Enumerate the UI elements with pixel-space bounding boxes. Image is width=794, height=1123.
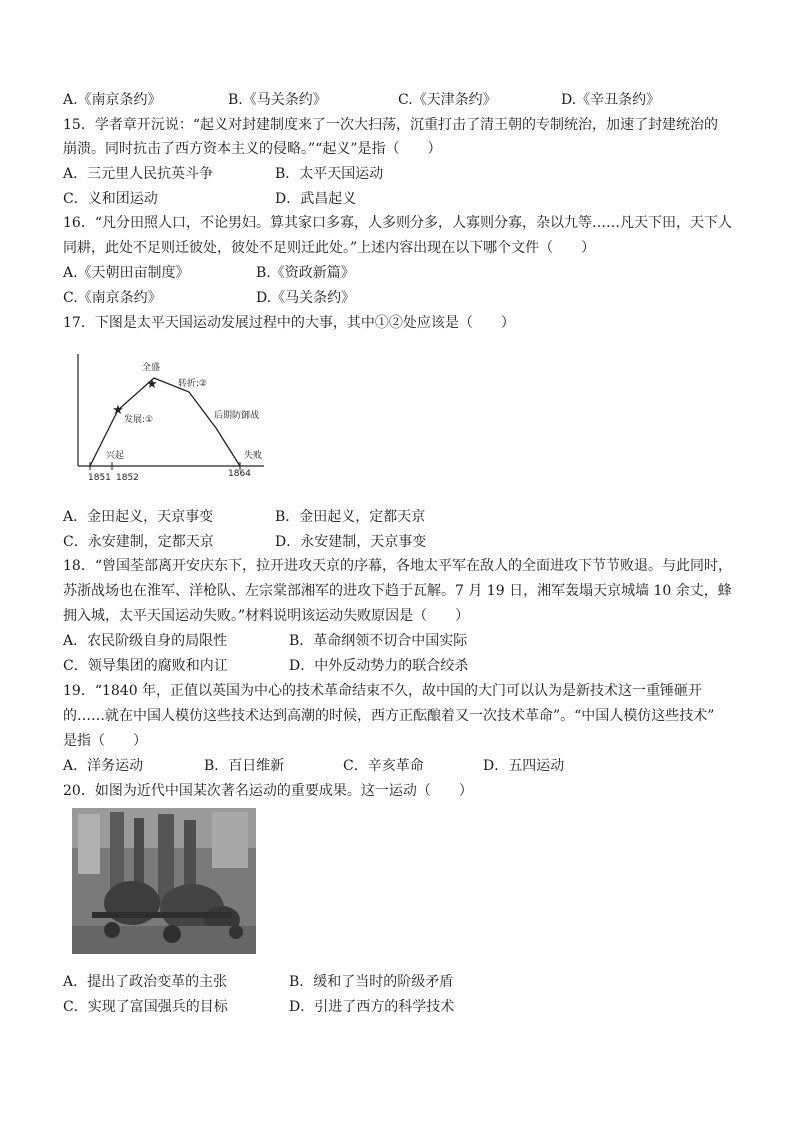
- q15-option-c[interactable]: C．义和团运动: [63, 191, 158, 207]
- q20-option-a[interactable]: A．提出了政治变革的主张: [63, 974, 228, 990]
- q15-option-a[interactable]: A．三元里人民抗英斗争: [63, 166, 214, 182]
- q16-option-c[interactable]: C.《南京条约》: [63, 290, 162, 306]
- q14-option-a[interactable]: A.《南京条约》: [63, 92, 162, 108]
- q17-stem-line-1: 17．下图是太平天国运动发展过程中的大事，其中①②处应该是（ ）: [63, 315, 515, 331]
- q15-option-d[interactable]: D．武昌起义: [275, 191, 357, 207]
- q19-stem-line-2: 的……就在中国人模仿这些技术达到高潮的时候，西方正酝酿着又一次技术革命”。“中国人模仿这些技术”: [63, 708, 715, 724]
- factory-photo-illustration: [72, 808, 256, 954]
- q17-option-b[interactable]: B．金田起义，定都天京: [275, 509, 426, 525]
- graph-year-1851: 1851: [88, 473, 111, 483]
- graph-label-fail: 失败: [244, 451, 263, 461]
- graph-star-marker-peak: ★: [146, 377, 158, 392]
- q18-option-b[interactable]: B．革命纲领不切合中国实际: [289, 633, 468, 649]
- q14-option-d[interactable]: D.《辛丑条约》: [561, 92, 661, 108]
- q17-option-a[interactable]: A．金田起义，天京事变: [63, 509, 214, 525]
- q14-option-c[interactable]: C.《天津条约》: [398, 92, 497, 108]
- q19-option-b[interactable]: B．百日维新: [204, 758, 285, 774]
- q20-option-d[interactable]: D．引进了西方的科学技术: [289, 999, 455, 1015]
- q16-option-b[interactable]: B.《资政新篇》: [256, 265, 355, 281]
- q15-stem-line-1: 15．学者章开沅说：“起义对封建制度来了一次大扫荡，沉重打击了清王朝的专制统治，加速了封建统治的: [63, 117, 718, 133]
- graph-year-1852: 1852: [116, 473, 139, 483]
- q19-option-c[interactable]: C．辛亥革命: [343, 758, 424, 774]
- q17-option-d[interactable]: D．永安建制，天京事变: [275, 534, 427, 550]
- factory-photo: [72, 808, 256, 954]
- q19-stem-line-1: 19．“1840 年，正值以英国为中心的技术革命结束不久，故中国的大门可以认为是新技术这一重锤砸开: [63, 683, 703, 699]
- q16-stem-line-2: 同耕，此处不足则迁彼处，彼处不足则迁此处。”上述内容出现在以下哪个文件（ ）: [63, 240, 596, 256]
- q15-option-b[interactable]: B．太平天国运动: [275, 166, 384, 182]
- taiping-timeline-graph: [66, 350, 266, 485]
- q18-option-a[interactable]: A．农民阶级自身的局限性: [63, 633, 228, 649]
- q20-stem-line-1: 20．如图为近代中国某次著名运动的重要成果。这一运动（ ）: [63, 783, 473, 799]
- graph-label-develop: 发展:①: [124, 415, 154, 425]
- q20-option-c[interactable]: C．实现了富国强兵的目标: [63, 999, 228, 1015]
- graph-label-rise: 兴起: [106, 451, 125, 461]
- q18-option-d[interactable]: D．中外反动势力的联合绞杀: [289, 658, 469, 674]
- q19-stem-line-3: 是指（ ）: [63, 733, 147, 749]
- q16-stem-line-1: 16．“凡分田照人口，不论男妇。算其家口多寡，人多则分多，人寡则分寡，杂以九等……凡天下田，天下人: [63, 215, 732, 231]
- graph-year-1864: 1864: [228, 469, 251, 479]
- graph-label-late-war: 后期防御战: [214, 411, 260, 421]
- q18-stem-line-1: 18．“曾国荃部离开安庆东下，拉开进攻天京的序幕，各地太平军在敌人的全面进攻下节节败退。与此同时，: [63, 558, 732, 574]
- graph-star-marker-develop: ★: [112, 403, 124, 418]
- q18-stem-line-2: 苏浙战场也在淮军、洋枪队、左宗棠部湘军的进攻下趋于瓦解。7 月 19 日，湘军轰塌天京城墙 10 余丈，蜂: [63, 583, 732, 599]
- q14-option-b[interactable]: B.《马关条约》: [228, 92, 327, 108]
- q18-stem-line-3: 拥入城，太平天国运动失败。”材料说明该运动失败原因是（ ）: [63, 608, 470, 624]
- q18-option-c[interactable]: C．领导集团的腐败和内讧: [63, 658, 228, 674]
- q19-option-d[interactable]: D．五四运动: [483, 758, 565, 774]
- q16-option-d[interactable]: D.《马关条约》: [256, 290, 356, 306]
- q19-option-a[interactable]: A．洋务运动: [63, 758, 144, 774]
- q15-stem-line-2: 崩溃。同时抗击了西方资本主义的侵略。”“起义”是指（ ）: [63, 141, 442, 157]
- q20-option-b[interactable]: B．缓和了当时的阶级矛盾: [289, 974, 454, 990]
- graph-label-turn: 转折:②: [178, 379, 208, 389]
- q17-option-c[interactable]: C．永安建制，定都天京: [63, 534, 214, 550]
- q16-option-a[interactable]: A.《天朝田亩制度》: [63, 265, 190, 281]
- graph-label-peak: 全盛: [142, 363, 161, 373]
